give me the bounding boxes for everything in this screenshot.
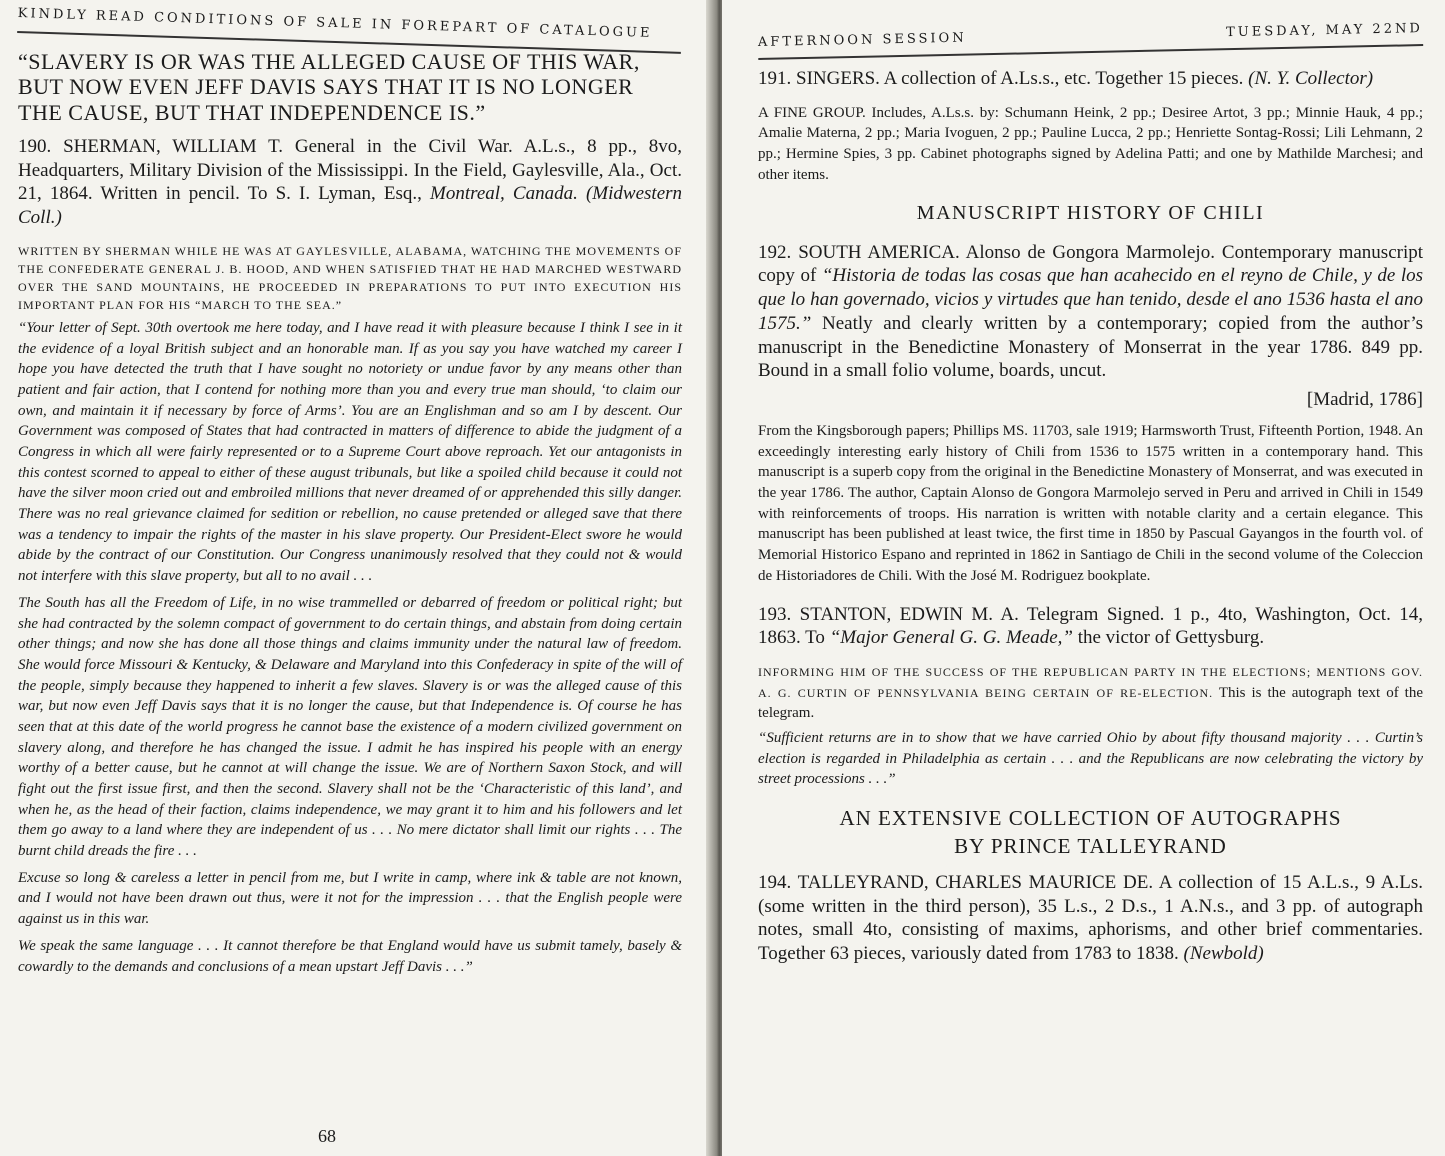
lot-191-note: A FINE GROUP. Includes, A.Ls.s. by: Schumann Heink, 2 pp.; Desiree Artot, 3 pp.; Minnie Hauk, 4 pp.; Amalie Materna, 2 pp.; Maria Ivoguen, 2 pp.; Pauline Lucca, 2 pp.; Henriette Sontag-Rossi; Lili Lehmann, 2 pp.; Hermine Spies, 3 pp. Cabinet photographs signed by Adelina Patti; and one by Mathilde Marchesi; and other items. [758, 104, 1423, 183]
right-running-head [758, 21, 1423, 60]
lot-193-heading [758, 603, 1423, 651]
section-heading-chili: MANUSCRIPT HISTORY OF CHILI [916, 201, 1265, 224]
lot-190-intro-note: WRITTEN BY SHERMAN WHILE HE WAS AT GAYLESVILLE, ALABAMA, WATCHING THE MOVEMENTS OF THE CONFEDERATE GENERAL J. B. HOOD, AND WHEN SATISFIED THAT HE HAD MARCHED WESTWARD OVER THE SAND MOUNTAINS, HE PROCEEDED IN PREPARATIONS TO PUT INTO EXECUTION HIS IMPORTANT PLAN FOR HIS “MARCH TO THE SEA.” [18, 243, 682, 312]
lot-description: Contemporary manuscript copy of [758, 241, 1424, 287]
lot-190-heading [18, 135, 682, 230]
date-label: TUESDAY, MAY 22ND [1225, 21, 1423, 41]
lot-number: 191. [758, 68, 792, 89]
sherman-quote-headline: “SLAVERY IS OR WAS THE ALLEGED CAUSE OF THIS WAR, BUT NOW EVEN JEFF DAVIS SAYS THAT IT IS NO LONGER THE CAUSE, BUT THAT INDEPENDENCE IS.” [18, 49, 640, 125]
right-page [722, 0, 1445, 1156]
letter-quote-3: Excuse so long & careless a letter in pencil from me, but I write in camp, where ink & table are not known, and I would not have been drawn out thus, were it not for the impression . . . that the English people were against us in this war. [18, 869, 682, 928]
lot-193-note [758, 662, 1423, 724]
lot-number: 190. [18, 135, 52, 157]
left-page [0, 0, 716, 1156]
lot-number: 193. [758, 603, 792, 625]
lot-description-cont: Neatly and clearly written by a contemporary; copied from the author’s manuscript in the Benedictine Monastery of Monserrat in the year 1786. 849 pp. Bound in a small folio volume, boards, uncut. [758, 312, 1424, 382]
section-heading-talleyrand [758, 804, 1423, 861]
section-heading-line-2: BY PRINCE TALLEYRAND [954, 834, 1227, 859]
lot-place: Montreal, Canada. [430, 183, 578, 205]
lot-192-heading [758, 241, 1423, 384]
lot-title: SHERMAN, WILLIAM T. [63, 135, 284, 157]
letter-quote-1: “Your letter of Sept. 30th overtook me here today, and I have read it with pleasure because I think I see in it the evidence of a loyal British subject and an honorable man. If as you say you have watched my career I hope you have detected the truth that I have sought no notoriety or undue favor by any means other than patient and fair action, that I contend for nothing more than you and every true man should, ‘to claim our own, and maintain it if necessary by force of Arms’. You are an Englishman and so am I by descent. Our Government was composed of States that had contracted in matters of difference to abide the judgment of a Congress in which all were fairly represented or to a Supreme Court above reproach. Yet our antagonists in this contest scorned to appeal to either of these august tribunals, but like a spoiled child because it could not have the silver moon cried out and embroiled millions that never dreamed of or apprehended this silly danger. There was no real grievance claimed for sedition or rebellion, no cause pretended or alleged save that there was a tendency to impair the rights of the master in his slave property. Our President-Elect swore he would abide by the contract of our Constitution. Our Congress unanimously resolved that they could not & would not interfere with this slave property, but all to no avail . . . [18, 319, 682, 585]
lot-description: A collection of A.Ls.s., etc. Together 15 pieces. [883, 68, 1244, 89]
lot-193-note-tail: This is the autograph text of the telegram. [758, 684, 1423, 722]
lot-number: 194. [758, 871, 792, 893]
lot-192-place-date: [Madrid, 1786] [1306, 389, 1423, 410]
lot-author: Alonso de Gongora Marmolejo. [965, 241, 1215, 263]
lot-title: SOUTH AMERICA. [798, 241, 960, 263]
page-number: 68 [318, 1126, 336, 1146]
letter-quote-2: The South has all the Freedom of Life, in no wise trammelled or debarred of freedom or political right; but she had contracted by the solemn compact of government to do certain things, and abstain from doing certain other things; and now she has done all those things and claims immunity under the natural law of freedom. She would force Missouri & Kentucky, & Delaware and Maryland into this Confederacy in spite of the will of the people, simply because they happened to inherit a few slaves. Slavery is or was the alleged cause of this war, but now even Jeff Davis says that it is no longer the cause, but that Independence is. Of course he has seen that at this date of the world progress he cannot base the existence of a modern civilized government on slavery along, and therefore he has changed the issue. I admit he has inspired his people with an energy worthy of a better cause, but he cannot at will change the issue. We are of Northern Saxon Stock, and will fight out the first issue first, and then the second. Slavery shall not be the ‘Characteristic of this land’, and when he, as the head of their faction, claims independence, we may grant it to him and his followers and let them go away to a land where they are independent of us . . . No mere dictator shall limit our rights . . . The burnt child dreads the fire . . . [18, 594, 682, 860]
lot-source: (Midwestern Coll.) [18, 183, 683, 229]
lot-title: TALLEYRAND, CHARLES MAURICE DE. [797, 871, 1154, 893]
section-heading-line-1: AN EXTENSIVE COLLECTION OF AUTOGRAPHS [839, 806, 1342, 831]
lot-source: (Newbold) [1183, 943, 1264, 965]
lot-193-sc-note: INFORMING HIM OF THE SUCCESS OF THE REPUBLICAN PARTY IN THE ELECTIONS; MENTIONS GOV. A. G. CURTIN OF PENNSYLVANIA BEING CERTAIN OF RE-ELECTION. [758, 665, 1423, 700]
lot-description: A collection of 15 A.L.s., 9 A.Ls. (some written in the third person), 35 L.s., 2 D.s., 1 A.N.s., and 3 pp. of autograph notes, small 4to, consisting of maxims, aphorisms, and other brief commentaries. Together 63 pieces, variously dated from 1783 to 1838. [758, 871, 1423, 965]
lot-number: 192. [758, 241, 792, 263]
lot-description-cont: the victor of Gettysburg. [1077, 627, 1265, 649]
lot-191-heading [758, 67, 1423, 91]
left-running-head: KINDLY READ CONDITIONS OF SALE IN FOREPART OF CATALOGUE [17, 6, 682, 54]
lot-recipient: “Major General G. G. Meade,” [829, 627, 1073, 649]
lot-193-quote: “Sufficient returns are in to show that we have carried Ohio by about fifty thousand majority . . . Curtin’s election is regarded in Philadelphia as certain . . . and the Republicans are now celebrating the victory by street processions . . .” [758, 730, 1423, 788]
session-label: AFTERNOON SESSION [757, 30, 967, 50]
lot-192-note: From the Kingsborough papers; Phillips MS. 11703, sale 1919; Harmsworth Trust, Fifteenth Portion, 1948. An exceedingly interesting early history of Chili from 1536 to 1575 written in a contemporary hand. This manuscript is a superb copy from the original in the Benedictine Monastery of Monserrat, and was executed in the year 1786. The author, Captain Alonso de Gongora Marmolejo served in Peru and arrived in Chili in 1549 with reinforcements of troops. His narration is written with notable clarity and a certain elegance. This manuscript has been published at least twice, the first time in 1850 by Pascual Gayangos in the fourth vol. of Memorial Historico Espano and reprinted in 1862 in Santiago de Chili in the second volume of the Coleccion de Historiadores de Chili. With the José M. Rodriguez bookplate. [758, 423, 1423, 584]
lot-title: STANTON, EDWIN M. [799, 603, 994, 625]
lot-194-heading [758, 871, 1423, 966]
lot-source: (N. Y. Collector) [1248, 68, 1374, 89]
work-title: “Historia de todas las cosas que han acahecido en el reyno de Chile, y de los que lo han governado, vicios y virtudes que han tenido, desde el ano 1536 hasta el ano 1575.” [758, 265, 1424, 334]
lot-description: General in the Civil War. A.L.s., 8 pp., 8vo, Headquarters, Military Division of the Mississippi. In the Field, Gaylesville, Ala., Oct. 21, 1864. Written in pencil. To S. I. Lyman, Esq., [18, 135, 683, 205]
lot-description: A. Telegram Signed. 1 p., 4to, Washington, Oct. 14, 1863. To [758, 603, 1423, 649]
letter-quote-4: We speak the same language . . . It cannot therefore be that England would have us submit tamely, basely & cowardly to the demands and conclusions of a mean upstart Jeff Davis . . .” [18, 937, 682, 975]
lot-title: SINGERS. [796, 68, 880, 89]
